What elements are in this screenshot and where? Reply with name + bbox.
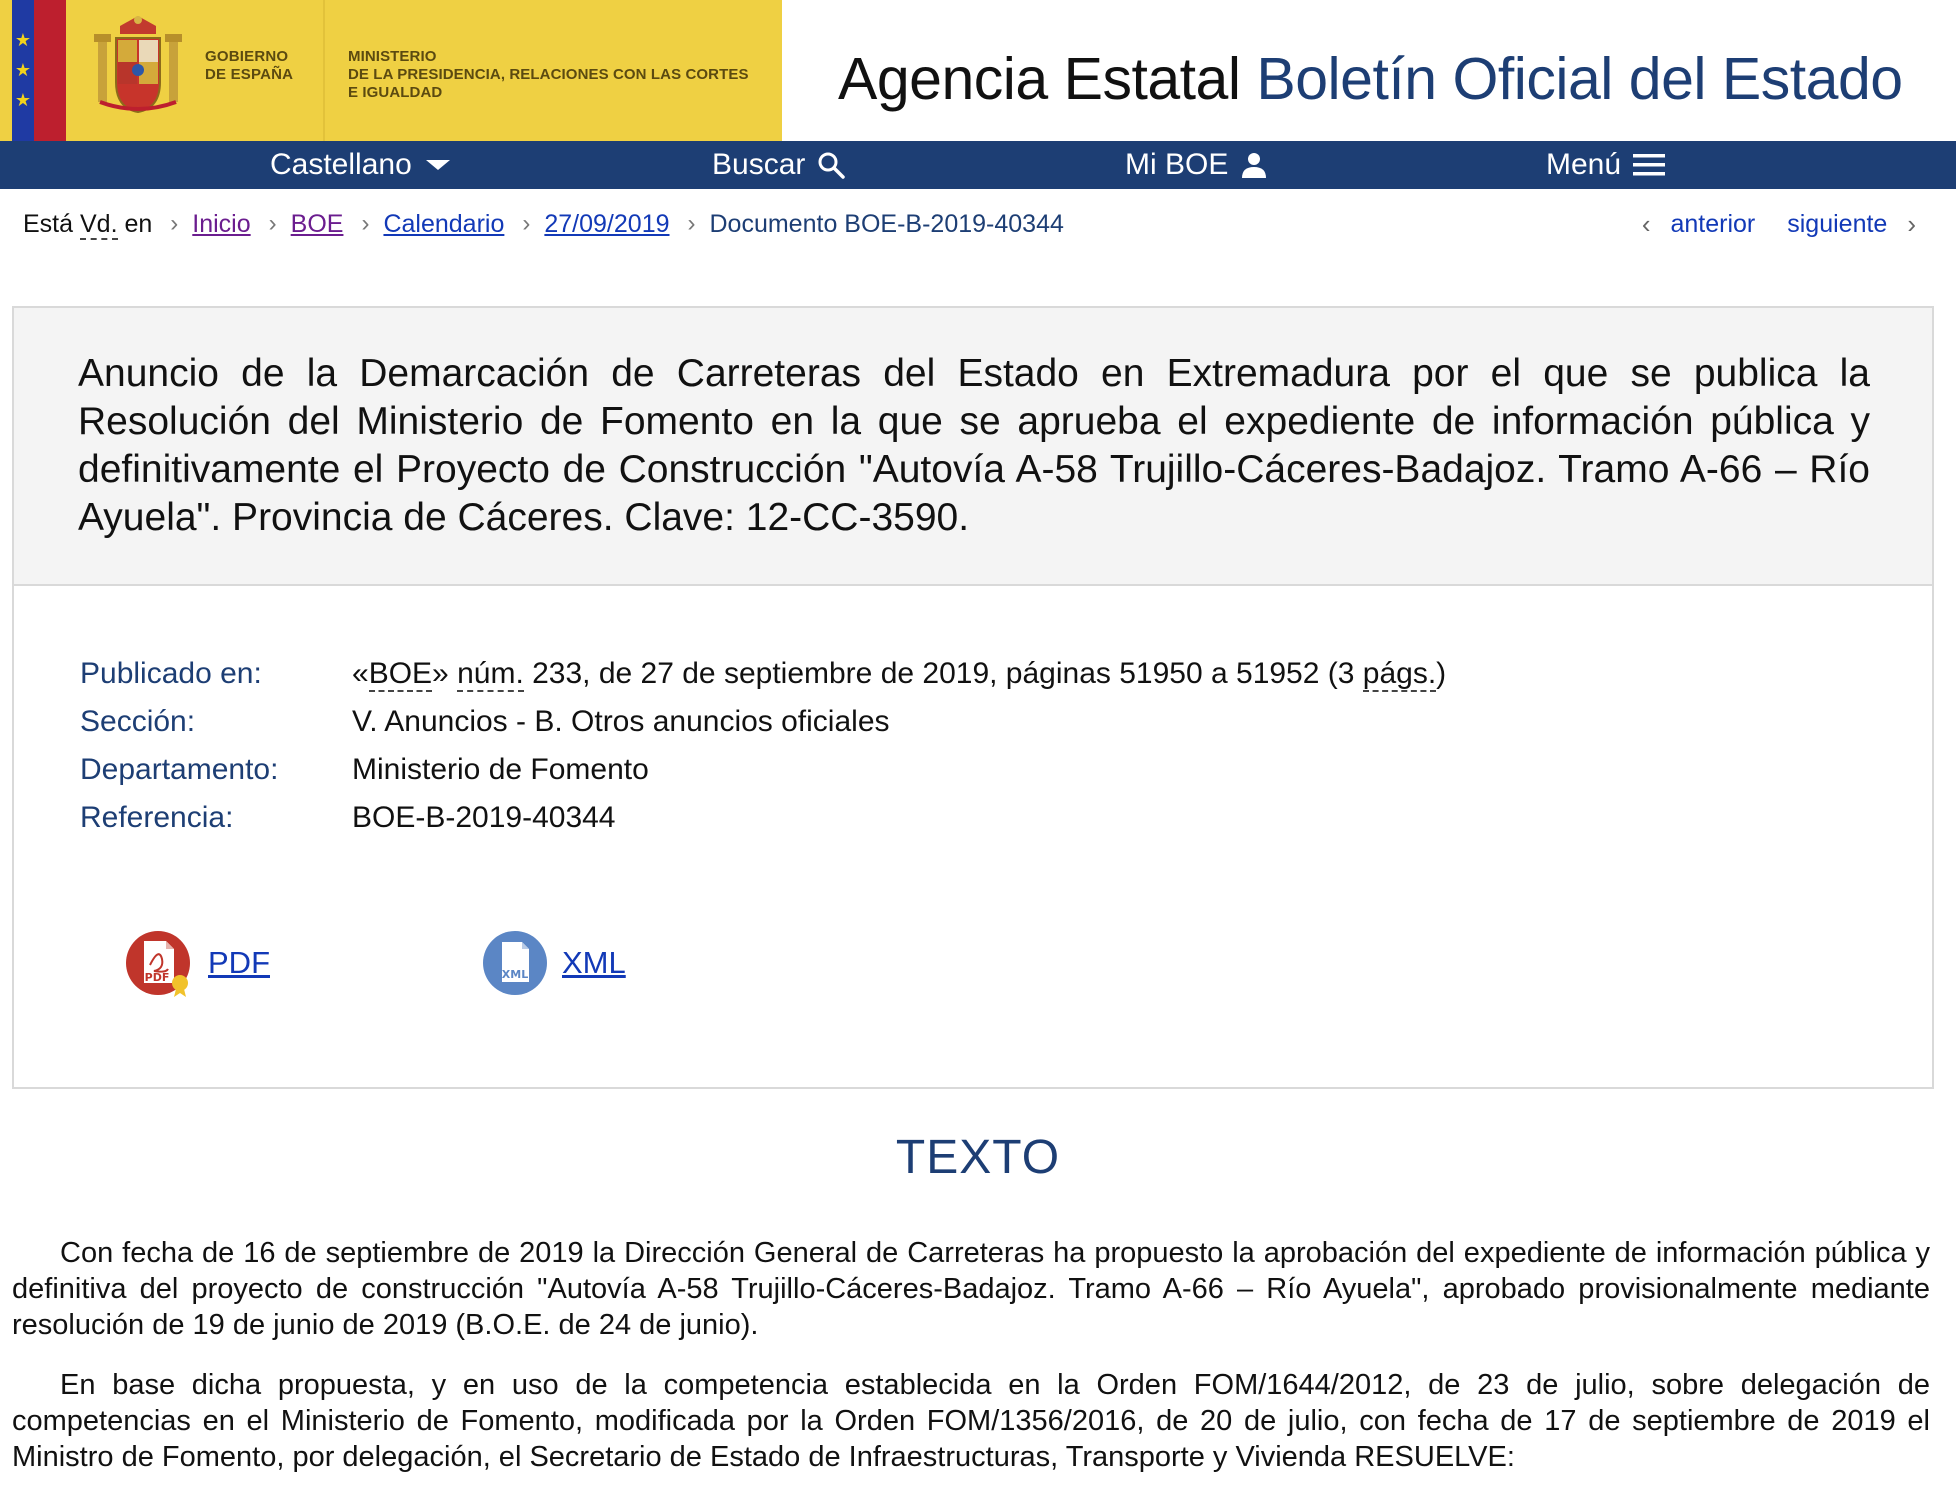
- menu-button[interactable]: [1546, 141, 1665, 189]
- metadata-row-reference: [80, 794, 1446, 842]
- svg-text:★: ★: [14, 90, 32, 111]
- menu-label: Menú: [1546, 148, 1622, 181]
- text-paragraph-1: Con fecha de 16 de septiembre de 2019 la Dirección General de Carreteras ha propuesto la aprobación del expediente de información pública y definitiva del proyecto de construcción "Autovía A-58 Trujillo-Cáceres-Badajoz. Tramo A-66 – Río Ayuela", aprobado provisionalmente mediante resolución de 19 de junio de 2019 (B.O.E. de 24 de junio).: [12, 1237, 1930, 1341]
- reference-value: BOE-B-2019-40344: [352, 801, 616, 834]
- xml-badge-text: XML: [501, 968, 529, 981]
- breadcrumb-lead: [23, 206, 152, 242]
- pdf-icon: [126, 929, 194, 997]
- site-title[interactable]: [838, 46, 1903, 112]
- ministry-line-2: DE LA PRESIDENCIA, RELACIONES CON LAS CORTES: [348, 66, 749, 83]
- published-label: Publicado en:: [80, 657, 262, 690]
- title-main: Boletín Oficial del Estado: [1256, 46, 1903, 112]
- abbreviation-vd: Vd.: [79, 210, 118, 238]
- gov-line-1: GOBIERNO: [205, 48, 289, 65]
- main-navigation: [0, 141, 1956, 189]
- search-label: Buscar: [712, 148, 806, 181]
- chevron-right-icon: ›: [170, 210, 179, 237]
- next-link[interactable]: siguiente: [1787, 210, 1888, 238]
- ministry-label: [348, 48, 749, 102]
- xml-label: XML: [562, 945, 626, 980]
- flag-red-stripe: [34, 0, 66, 141]
- section-value: V. Anuncios - B. Otros anuncios oficiales: [352, 705, 890, 738]
- breadcrumb-link-date[interactable]: 27/09/2019: [544, 210, 670, 238]
- chevron-right-icon: ›: [687, 210, 696, 237]
- breadcrumb-link-boe[interactable]: BOE: [290, 210, 344, 238]
- svg-text:★: ★: [14, 60, 32, 81]
- xml-file-icon: [482, 930, 548, 996]
- chevron-right-icon: ›: [361, 210, 370, 237]
- text-section-heading: TEXTO: [895, 1131, 1061, 1184]
- document-title: Anuncio de la Demarcación de Carreteras del Estado en Extremadura por el que se publica la Resolución del Ministerio de Fomento en la que se aprueba el expediente de información pública y definitivamente el Proyecto de Construcción "Autovía A-58 Trujillo-Cáceres-Badajoz. Tramo A-66 – Río Ayuela". Provincia de Cáceres. Clave: 12-CC-3590.: [78, 352, 1870, 539]
- chevron-down-icon: [424, 157, 452, 173]
- published-details: 233, de 27 de septiembre de 2019, páginas 51950 a 51952 (3: [523, 657, 1363, 690]
- metadata-row-section: [80, 698, 1446, 746]
- gov-line-2: DE ESPAÑA: [205, 66, 294, 83]
- ministry-line-3: E IGUALDAD: [348, 84, 443, 101]
- coat-of-arms-icon: [88, 12, 188, 122]
- document-card: [12, 306, 1934, 1089]
- text-paragraph-2: En base dicha propuesta, y en uso de la competencia establecida en la Orden FOM/1644/2012, de 23 de julio, sobre delegación de competencias en el Ministerio de Fomento, modificada por la Orden FOM/1356/2016, de 20 de julio, con fecha de 17 de septiembre de 2019 el Ministro de Fomento, por delegación, el Secretario de Estado de Infraestructuras, Transporte y Vivienda RESUELVE:: [12, 1369, 1930, 1473]
- chevron-right-icon: ›: [1907, 209, 1916, 239]
- breadcrumb-link-calendario[interactable]: Calendario: [383, 210, 505, 238]
- hamburger-menu-icon: [1633, 152, 1665, 178]
- breadcrumb: [23, 204, 1064, 244]
- abbreviation-pags: págs.: [1362, 657, 1437, 690]
- pdf-badge-text: PDF: [144, 971, 170, 984]
- pdf-download-link[interactable]: [126, 928, 270, 998]
- government-banner[interactable]: [0, 0, 782, 141]
- pdf-label: PDF: [208, 945, 270, 980]
- section-label: Sección:: [80, 705, 196, 738]
- published-end: ): [1436, 657, 1447, 690]
- abbreviation-num: núm.: [457, 657, 524, 690]
- document-metadata: [80, 650, 1446, 842]
- language-label: Castellano: [270, 148, 412, 181]
- site-header: [0, 0, 1956, 141]
- chevron-left-icon: ‹: [1641, 209, 1651, 239]
- chevron-right-icon: ›: [268, 210, 277, 237]
- breadcrumb-link-inicio[interactable]: Inicio: [192, 210, 251, 238]
- published-close: »: [432, 657, 458, 690]
- document-title-box: [14, 308, 1932, 586]
- chevron-right-icon: ›: [522, 210, 531, 237]
- department-value: Ministerio de Fomento: [352, 753, 649, 786]
- metadata-row-published: [80, 650, 1446, 698]
- metadata-row-department: [80, 746, 1446, 794]
- user-icon: [1240, 151, 1268, 179]
- reference-label: Referencia:: [80, 801, 234, 834]
- published-value: [352, 650, 1446, 698]
- document-pager: [1642, 204, 1916, 244]
- search-icon: [817, 151, 845, 179]
- breadcrumb-lead-suffix: en: [117, 210, 153, 238]
- eu-flag: [12, 0, 34, 141]
- search-button[interactable]: [712, 141, 845, 189]
- department-label: Departamento:: [80, 753, 279, 786]
- title-prefix: Agencia Estatal: [838, 46, 1241, 112]
- my-boe-label: Mi BOE: [1125, 148, 1229, 181]
- svg-text:★: ★: [14, 30, 32, 51]
- divider: [323, 0, 325, 141]
- my-boe-button[interactable]: [1125, 141, 1268, 189]
- published-open: «: [352, 657, 369, 690]
- breadcrumb-lead-text: Está: [23, 210, 80, 238]
- breadcrumb-current: Documento BOE-B-2019-40344: [709, 210, 1064, 238]
- language-selector[interactable]: [270, 141, 452, 189]
- government-label: [205, 48, 293, 84]
- xml-download-link[interactable]: [482, 928, 626, 998]
- abbreviation-boe: BOE: [368, 657, 433, 690]
- previous-link[interactable]: anterior: [1670, 210, 1756, 238]
- ministry-line-1: MINISTERIO: [348, 48, 437, 65]
